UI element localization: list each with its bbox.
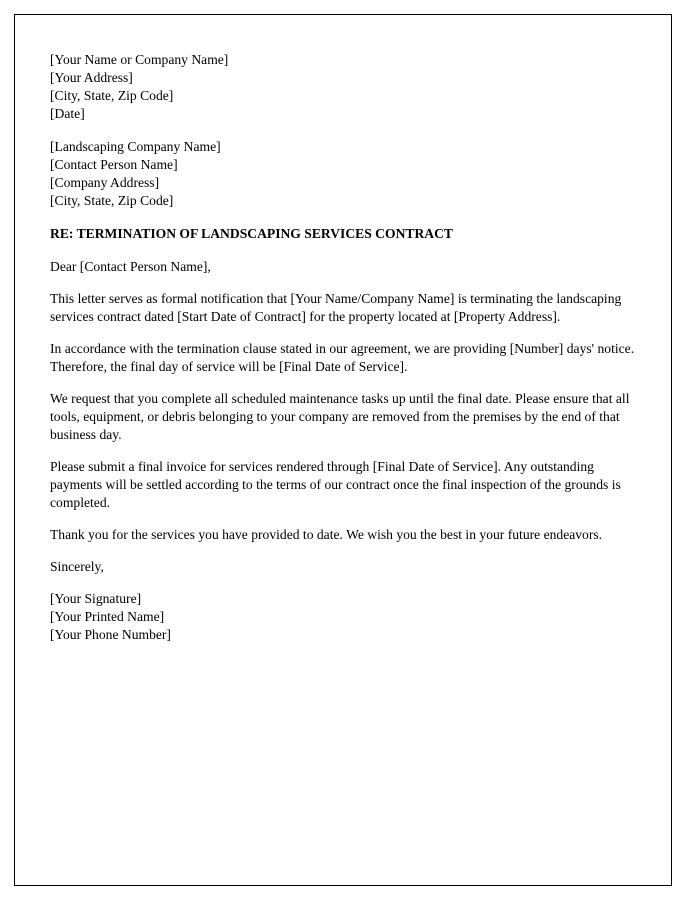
- salutation: Dear [Contact Person Name],: [50, 259, 211, 274]
- letter-body: [15, 15, 671, 644]
- paragraph-final-invoice: Please submit a final invoice for services rendered through [Final Date of Service]. Any outstanding payments will be settled according to the terms of our contract once the final inspection of the grounds is completed.: [50, 459, 621, 510]
- sender-city-line: [City, State, Zip Code]: [50, 88, 174, 103]
- printed-name-line: [Your Printed Name]: [50, 609, 165, 624]
- paragraph-final-tasks: We request that you complete all scheduled maintenance tasks up until the final date. Please ensure that all tools, equipment, or debris belonging to your company are removed from the premises by the end of that business day.: [50, 391, 630, 442]
- recipient-city-line: [City, State, Zip Code]: [50, 193, 174, 208]
- paragraph-notification: This letter serves as formal notification that [Your Name/Company Name] is terminating the landscaping services contract dated [Start Date of Contract] for the property located at [Property Address].: [50, 291, 622, 324]
- recipient-company-line: [Landscaping Company Name]: [50, 139, 221, 154]
- signature-line: [Your Signature]: [50, 591, 142, 606]
- paragraph-notice-period: In accordance with the termination clause stated in our agreement, we are providing [Number] days' notice. Therefore, the final day of service will be [Final Date of Service].: [50, 341, 635, 374]
- signature-block: [50, 590, 637, 644]
- subject-line: RE: TERMINATION OF LANDSCAPING SERVICES CONTRACT: [50, 226, 453, 241]
- date-line: [Date]: [50, 106, 85, 121]
- recipient-address-line: [Company Address]: [50, 175, 160, 190]
- sender-address-block: [50, 51, 637, 123]
- closing: Sincerely,: [50, 559, 104, 574]
- sender-name-line: [Your Name or Company Name]: [50, 52, 229, 67]
- recipient-contact-line: [Contact Person Name]: [50, 157, 178, 172]
- phone-number-line: [Your Phone Number]: [50, 627, 171, 642]
- paragraph-thanks: Thank you for the services you have provided to date. We wish you the best in your future endeavors.: [50, 527, 603, 542]
- letter-page: [14, 14, 672, 886]
- recipient-address-block: [50, 138, 637, 210]
- sender-address-line: [Your Address]: [50, 70, 133, 85]
